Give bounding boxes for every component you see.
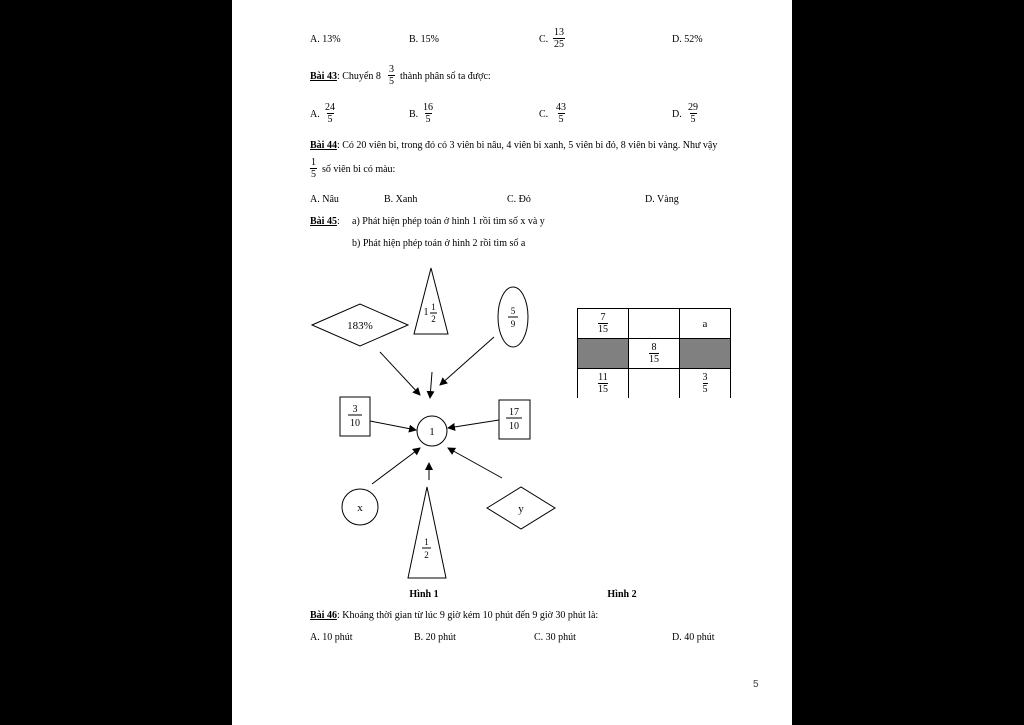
grid-cell	[629, 339, 680, 369]
arrow-from-ellipse	[440, 337, 494, 385]
q43-option-b: B.	[409, 109, 419, 120]
fraction-denominator: 5	[389, 76, 394, 87]
triangle-top-whole: 1	[423, 307, 429, 318]
q46-text: : Khoảng thời gian từ lúc 9 giờ kém 10 phút đến 9 giờ 30 phút là:	[336, 610, 599, 621]
fraction-denominator: 5	[558, 114, 564, 125]
right-box-shape	[499, 400, 530, 439]
q46-option-b: B. 20 phút	[414, 632, 456, 643]
center-circle-label: 1	[429, 426, 435, 438]
bottom-triangle-shape	[408, 487, 446, 578]
ellipse-den: 9	[510, 319, 516, 329]
q44-label: Bài 44	[310, 140, 337, 151]
q42-option-d: D. 52%	[672, 34, 703, 45]
diamond-y-label: y	[518, 503, 524, 515]
grid-cell	[680, 369, 731, 399]
triangle-bottom-num: 1	[424, 537, 429, 547]
fraction-denominator: 25	[554, 39, 564, 50]
arrow-from-diamond	[380, 352, 420, 395]
q44-text2: số viên bi có màu:	[322, 164, 396, 175]
q45-label-line: Bài 45:	[310, 216, 340, 227]
q46-label: Bài 46	[310, 610, 337, 621]
ellipse-num: 5	[510, 306, 516, 316]
q43-option-c: C.	[539, 109, 549, 120]
q43-text-before: : Chuyển 8	[336, 71, 381, 82]
q45-part-b: b) Phát hiện phép toán ở hình 2 rồi tìm số a	[352, 238, 526, 249]
figure-2-grid	[577, 308, 731, 398]
fraction-numerator: 3	[389, 64, 394, 75]
fraction-numerator: 13	[554, 27, 564, 38]
q42-option-c: C.	[539, 34, 549, 45]
left-box-den: 10	[350, 418, 360, 429]
arrow-from-left-box	[370, 421, 416, 430]
q44-option-b: B. Xanh	[384, 194, 418, 205]
grid-cell	[578, 369, 629, 399]
fraction-numerator: 3	[702, 372, 708, 383]
left-box-num: 3	[352, 404, 358, 415]
grid-row	[578, 369, 731, 399]
q43-option-a: A.	[310, 109, 320, 120]
q42-option-b: B. 15%	[409, 34, 439, 45]
grid-cell-shaded	[578, 339, 629, 369]
triangle-top-num: 1	[431, 302, 436, 312]
worksheet-page	[232, 0, 792, 725]
fraction-numerator: 7	[600, 312, 606, 323]
grid-cell	[578, 309, 629, 339]
q44-option-c: C. Đỏ	[507, 194, 531, 205]
q43-option-d: D.	[672, 109, 682, 120]
fraction-denominator: 15	[649, 354, 659, 365]
fraction-denominator: 15	[598, 324, 608, 335]
arrow-from-triangle	[430, 372, 432, 398]
grid-row	[578, 339, 731, 369]
fraction-numerator: 43	[556, 102, 566, 113]
q44-option-a: A. Nâu	[310, 194, 339, 205]
top-triangle-shape	[414, 268, 448, 334]
q46-option-a: A. 10 phút	[310, 632, 353, 643]
grid-cell-shaded	[680, 339, 731, 369]
q46-option-d: D. 40 phút	[672, 632, 715, 643]
figure-1-caption: Hình 1	[409, 589, 439, 600]
fraction-denominator: 5	[327, 114, 333, 125]
q46-prompt	[310, 610, 598, 622]
fraction-numerator: 11	[598, 372, 608, 383]
grid-cell	[680, 309, 731, 339]
arrow-from-circle-x	[372, 448, 420, 484]
page-number: 5	[753, 679, 759, 690]
q42-option-a: A. 13%	[310, 34, 341, 45]
q43-text-after: thành phân số ta được:	[400, 71, 491, 82]
fraction-denominator: 15	[598, 384, 608, 395]
diamond-183-label: 183%	[347, 320, 373, 332]
fraction-numerator: 1	[311, 157, 316, 168]
fraction-numerator: 8	[651, 342, 657, 353]
right-box-den: 10	[509, 421, 519, 432]
triangle-bottom-den: 2	[424, 550, 429, 560]
arrow-from-right-box	[448, 420, 499, 428]
grid-cell	[629, 369, 680, 399]
figure-2-caption: Hình 2	[607, 589, 637, 600]
fraction-denominator: 5	[425, 114, 431, 125]
q44-option-d: D. Vàng	[645, 194, 679, 205]
fraction-denominator: 5	[690, 114, 696, 125]
fraction-denominator: 5	[702, 384, 708, 395]
fraction-numerator: 16	[423, 102, 433, 113]
circle-x-label: x	[357, 502, 363, 514]
q45-part-a: a) Phát hiện phép toán ở hình 1 rồi tìm số x và y	[352, 216, 545, 227]
left-box-shape	[340, 397, 370, 436]
grid-cell-a: a	[702, 317, 708, 330]
fraction-numerator: 24	[325, 102, 335, 113]
fraction-numerator: 29	[688, 102, 698, 113]
fraction-denominator: 5	[311, 169, 316, 180]
q44-text: : Có 20 viên bi, trong đó có 3 viên bi nâu, 4 viên bi xanh, 5 viên bi đỏ, 8 viên bi vàng. Như vậy	[336, 140, 718, 151]
grid-row	[578, 309, 731, 339]
arrow-from-diamond-y	[448, 448, 502, 478]
right-box-num: 17	[509, 407, 519, 418]
grid-cell	[629, 309, 680, 339]
q45-label: Bài 45	[310, 216, 337, 227]
q43-label: Bài 43	[310, 71, 337, 82]
triangle-top-den: 2	[431, 314, 436, 324]
q46-option-c: C. 30 phút	[534, 632, 576, 643]
